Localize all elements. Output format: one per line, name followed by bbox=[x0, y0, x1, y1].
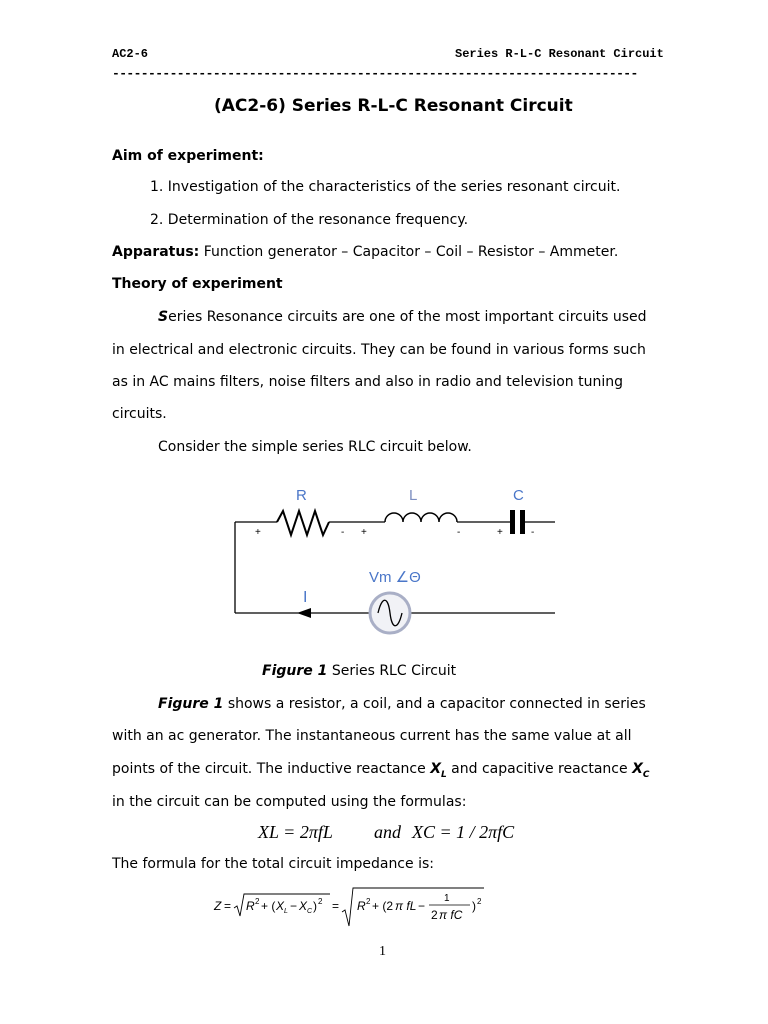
xl-symbol: $X_L$ bbox=[430, 761, 447, 780]
theory-heading: Theory of experiment bbox=[112, 276, 283, 292]
header-rule: ------------------------------------------------------------------------- bbox=[112, 66, 638, 81]
para2-line-2: with an ac generator. The instantaneous current has the same value at all bbox=[112, 728, 632, 744]
svg-text:1: 1 bbox=[444, 893, 450, 904]
header-left: AC2-6 bbox=[112, 47, 149, 61]
source-label: Vm ∠Θ bbox=[369, 569, 421, 586]
svg-text:X: X bbox=[276, 899, 285, 913]
figure-caption bbox=[262, 663, 456, 679]
current-label: I bbox=[303, 589, 308, 606]
label-C: C bbox=[513, 487, 524, 504]
resistor-symbol bbox=[277, 511, 329, 535]
svg-text:R: R bbox=[357, 899, 366, 913]
current-arrow bbox=[297, 608, 311, 618]
theory-line-3: as in AC mains filters, noise filters and also in radio and television tuning bbox=[112, 374, 624, 390]
r-minus: - bbox=[341, 527, 345, 538]
theory-line-4: circuits. bbox=[112, 406, 167, 422]
para2-line-1 bbox=[158, 696, 646, 712]
theory-line-1 bbox=[158, 309, 647, 325]
svg-text:2: 2 bbox=[318, 897, 323, 906]
svg-text:2: 2 bbox=[366, 897, 371, 906]
svg-text:=: = bbox=[224, 899, 232, 913]
theory-line-1-text: eries Resonance circuits are one of the most important circuits used bbox=[168, 309, 647, 325]
xc-symbol: $X_C$ bbox=[632, 761, 650, 780]
para2-line-1-text: shows a resistor, a coil, and a capacitor connected in series bbox=[223, 696, 646, 712]
capacitor-plate-right bbox=[520, 510, 525, 534]
formula-xl: XL = 2πfL bbox=[258, 822, 333, 842]
apparatus-line bbox=[112, 244, 618, 260]
figure-caption-text: Series RLC Circuit bbox=[327, 663, 457, 679]
svg-text:X: X bbox=[299, 899, 308, 913]
theory-line-2: in electrical and electronic circuits. They can be found in various forms such bbox=[112, 342, 646, 358]
svg-text:2: 2 bbox=[477, 897, 482, 906]
figure-caption-label: Figure 1 bbox=[262, 663, 328, 679]
apparatus-text: Function generator – Capacitor – Coil – Resistor – Ammeter. bbox=[199, 244, 619, 260]
para2-line-3 bbox=[112, 761, 649, 780]
formula-xc: XC = 1 / 2πfC bbox=[412, 822, 515, 842]
impedance-formula bbox=[212, 884, 492, 930]
label-R: R bbox=[296, 487, 307, 504]
svg-text:−: − bbox=[418, 899, 426, 913]
svg-text:=: = bbox=[332, 899, 340, 913]
drop-cap: S bbox=[158, 309, 169, 325]
page-number: 1 bbox=[379, 944, 386, 959]
svg-text:): ) bbox=[313, 899, 317, 913]
svg-text:L: L bbox=[284, 908, 288, 915]
para2-line-3a: points of the circuit. The inductive reactance bbox=[112, 761, 431, 777]
svg-text:π fL: π fL bbox=[395, 899, 417, 913]
formula-and: and bbox=[374, 822, 401, 842]
l-minus: - bbox=[457, 527, 461, 538]
svg-text:−: − bbox=[290, 899, 298, 913]
l-plus: + bbox=[361, 527, 367, 538]
svg-text:Z: Z bbox=[214, 899, 222, 913]
svg-text:+ (: + ( bbox=[261, 899, 276, 913]
aim-item-1: 1. Investigation of the characteristics of the series resonant circuit. bbox=[150, 179, 621, 195]
header-right: Series R-L-C Resonant Circuit bbox=[455, 47, 664, 61]
aim-heading: Aim of experiment: bbox=[112, 148, 264, 164]
svg-text:+ (2: + (2 bbox=[372, 899, 394, 913]
consider-line: Consider the simple series RLC circuit below. bbox=[158, 439, 472, 455]
impedance-intro: The formula for the total circuit impedance is: bbox=[112, 856, 434, 872]
para2-line-3b: and capacitive reactance bbox=[446, 761, 633, 777]
page-title: (AC2-6) Series R-L-C Resonant Circuit bbox=[214, 96, 573, 116]
svg-text:R: R bbox=[246, 899, 255, 913]
apparatus-label: Apparatus: bbox=[112, 244, 200, 260]
c-plus: + bbox=[497, 527, 503, 538]
inductor-symbol bbox=[385, 513, 457, 522]
aim-item-2: 2. Determination of the resonance frequency. bbox=[150, 212, 469, 228]
r-plus: + bbox=[255, 527, 261, 538]
svg-text:2: 2 bbox=[431, 908, 438, 922]
rlc-circuit-diagram bbox=[225, 478, 560, 643]
svg-text:): ) bbox=[472, 899, 476, 913]
capacitor-plate-left bbox=[510, 510, 515, 534]
label-L: L bbox=[409, 487, 418, 504]
c-minus: - bbox=[531, 527, 535, 538]
para2-line-4: in the circuit can be computed using the formulas: bbox=[112, 794, 467, 810]
svg-text:π fC: π fC bbox=[439, 908, 463, 922]
svg-text:C: C bbox=[307, 908, 313, 915]
svg-text:2: 2 bbox=[255, 897, 260, 906]
figure-ref: Figure 1 bbox=[158, 696, 224, 712]
